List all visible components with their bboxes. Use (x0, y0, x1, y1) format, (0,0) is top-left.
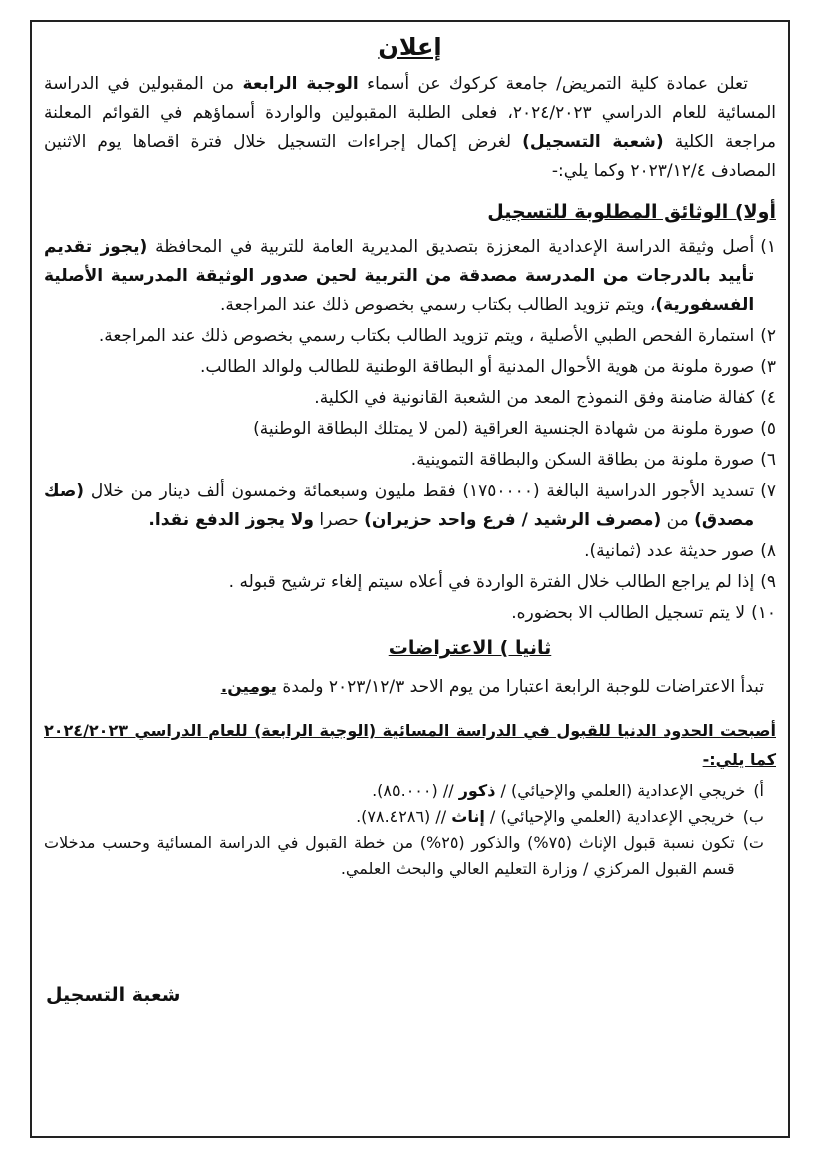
intro-text-3: لغرض إكمال إجراءات التسجيل خلال فترة اقصاها يوم الاثنين المصادف ٢٠٢٣/١٢/٤ وكما يلي:- (44, 132, 776, 181)
item-text: استمارة الفحص الطبي الأصلية ، ويتم تزويد الطالب بكتاب رسمي بخصوص ذلك عند المراجعة. (98, 326, 755, 346)
item-text: صورة ملونة من هوية الأحوال المدنية أو البطاقة الوطنية للطالب ولوالد الطالب. (200, 357, 755, 377)
item-text: تسديد الأجور الدراسية البالغة (١٧٥٠٠٠٠) فقط مليون وسبعمائة وخمسون ألف دينار من خلال (صك مصدق) من (مصرف الرشيد / فرع واحد حزيران) حصرا ولا يجوز الدفع نقدا. (44, 481, 755, 530)
announcement-document (44, 30, 776, 882)
limit-text: خريجي الإعدادية (العلمي والإحيائي) / إناث // (٧٨.٤٢٨٦). (356, 807, 735, 826)
limit-text: تكون نسبة قبول الإناث (٧٥%) والذكور (٢٥%) من خطة القبول في الدراسة المسائية وحسب مدخلات قسم القبول المركزي / وزارة التعليم العالي والبحث العلمي. (44, 833, 735, 878)
item-text: لا يتم تسجيل الطالب الا بحضوره. (511, 603, 746, 623)
limit-row (44, 804, 776, 830)
list-item (44, 477, 776, 535)
limits-title: أصبحت الحدود الدنيا للقبول في الدراسة المسائية (الوجبة الرابعة) للعام الدراسي ٢٠٢٤/٢٠٢٣ كما يلي:- (44, 721, 776, 769)
item-number: ٣) (760, 357, 776, 377)
intro-office: (شعبة التسجيل) (522, 132, 664, 152)
objections-paragraph (44, 673, 776, 702)
limit-label: أ) (753, 781, 764, 800)
item-number: ٦) (760, 450, 776, 470)
limit-text: خريجي الإعدادية (العلمي والإحيائي) / ذكور // (٨٥.٠٠٠). (372, 781, 746, 800)
item-text: كفالة ضامنة وفق النموذج المعد من الشعبة القانونية في الكلية. (314, 388, 755, 408)
list-item (44, 233, 776, 320)
item-text: أصل وثيقة الدراسة الإعدادية المعززة بتصديق المديرية العامة للتربية في المحافظة (يجوز تقديم تأييد بالدرجات من المدرسة مصدقة من التربية لحين صدور الوثيقة المدرسية الأصلية الفسفورية)، ويتم تزويد الطالب بكتاب رسمي بخصوص ذلك عند المراجعة. (44, 237, 755, 315)
limit-label: ت) (742, 833, 764, 852)
item-number: ٢) (760, 326, 776, 346)
limit-row (44, 830, 776, 882)
item-number: ٩) (760, 572, 776, 592)
list-item (44, 415, 776, 444)
list-item (44, 537, 776, 566)
list-item (44, 568, 776, 597)
item-number: ٧) (760, 481, 776, 501)
item-text: إذا لم يراجع الطالب خلال الفترة الواردة في أعلاه سيتم إلغاء ترشيح قبوله . (228, 572, 755, 592)
limit-label: ب) (742, 807, 764, 826)
list-item (44, 446, 776, 475)
item-text: صور حديثة عدد (ثمانية). (584, 541, 755, 561)
item-number: ٥) (760, 419, 776, 439)
intro-batch: الوجبة الرابعة (242, 74, 359, 94)
objections-text: تبدأ الاعتراضات للوجبة الرابعة اعتبارا من يوم الاحد ٢٠٢٣/١٢/٣ ولمدة (277, 677, 764, 697)
item-number: ٨) (760, 541, 776, 561)
list-item (44, 322, 776, 351)
intro-text-1: تعلن عمادة كلية التمريض/ جامعة كركوك عن أسماء (358, 74, 748, 94)
limit-row (44, 778, 776, 804)
intro-text-2: من المقبولين في الدراسة المسائية للعام الدراسي ٢٠٢٤/٢٠٢٣، فعلى الطلبة المقبولين والواردة أسماؤهم في القوائم المعلنة مراجعة الكلية (44, 74, 776, 152)
list-item (44, 599, 776, 628)
section-objections-title: ثانيا ) الاعتراضات (388, 637, 552, 659)
signature: شعبة التسجيل (46, 984, 181, 1006)
intro-paragraph (44, 70, 776, 186)
item-number: ٤) (760, 388, 776, 408)
item-number: ١٠) (751, 603, 776, 623)
limits-list (44, 778, 776, 882)
item-text: صورة ملونة من بطاقة السكن والبطاقة التموينية. (410, 450, 755, 470)
item-number: ١) (760, 237, 776, 257)
documents-list (44, 233, 776, 628)
item-text: صورة ملونة من شهادة الجنسية العراقية (لمن لا يمتلك البطاقة الوطنية) (253, 419, 755, 439)
page-title: إعلان (378, 33, 442, 61)
list-item (44, 353, 776, 382)
section-documents-title: أولا) الوثائق المطلوبة للتسجيل (487, 201, 776, 223)
objections-days: يومين. (220, 677, 278, 697)
list-item (44, 384, 776, 413)
